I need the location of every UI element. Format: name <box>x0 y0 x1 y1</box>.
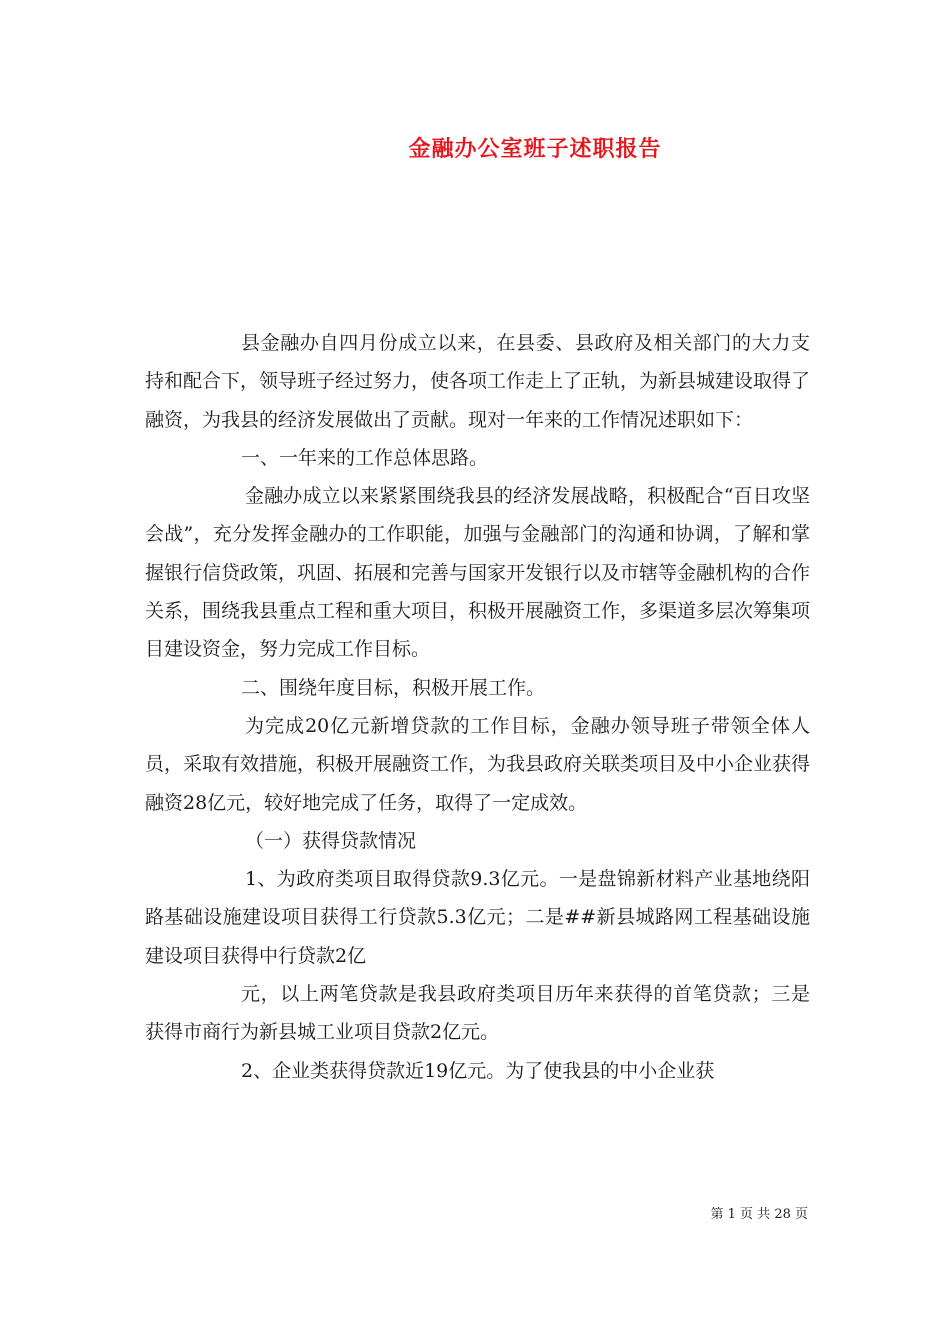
page-number: 第 1 页 共 28 页 <box>710 1207 808 1222</box>
paragraph-enterprise-loans: 2、企业类获得贷款近19亿元。为了使我县的中小企业获 <box>241 1059 715 1082</box>
paragraph-gov-loans: 1、为政府类项目取得贷款9.3亿元。一是盘锦新材料产业基地绕阳路基础设施建设项目获得工行贷款5.3亿元；二是##新县城路网工程基础设施建设项目获得中行贷款2亿 <box>145 868 810 967</box>
section-heading-1: 一、一年来的工作总体思路。 <box>241 446 489 469</box>
paragraph-gov-loans-cont: 元，以上两笔贷款是我县政府类项目历年来获得的首笔贷款；三是获得市商行为新县城工业项目贷款2亿元。 <box>145 983 810 1044</box>
page-title: 金融办公室班子述职报告 <box>408 136 662 162</box>
paragraph-approach: 金融办成立以来紧紧围绕我县的经济发展战略，积极配合“百日攻坚会战”，充分发挥金融办的工作职能，加强与金融部门的沟通和协调，了解和掌握银行信贷政策，巩固、拓展和完善与国家开发银行以及市辖等金融机构的合作关系，围绕我县重点工程和重大项目，积极开展融资工作，多渠道多层次筹集项目建设资金，努力完成工作目标。 <box>145 485 811 661</box>
paragraph-goal: 为完成20亿元新增贷款的工作目标，金融办领导班子带领全体人员，采取有效措施，积极开展融资工作，为我县政府关联类项目及中小企业获得融资28亿元，较好地完成了任务，取得了一定成效。 <box>145 714 811 814</box>
paragraph-intro: 县金融办自四月份成立以来，在县委、县政府及相关部门的大力支持和配合下，领导班子经过努力，使各项工作走上了正轨，为新县城建设取得了融资，为我县的经济发展做出了贡献。现对一年来的工作情况述职如下： <box>145 332 811 431</box>
section-heading-2: 二、围绕年度目标，积极开展工作。 <box>241 676 546 699</box>
subsection-heading-1: （一）获得贷款情况 <box>245 829 417 852</box>
document-body <box>145 324 810 1090</box>
